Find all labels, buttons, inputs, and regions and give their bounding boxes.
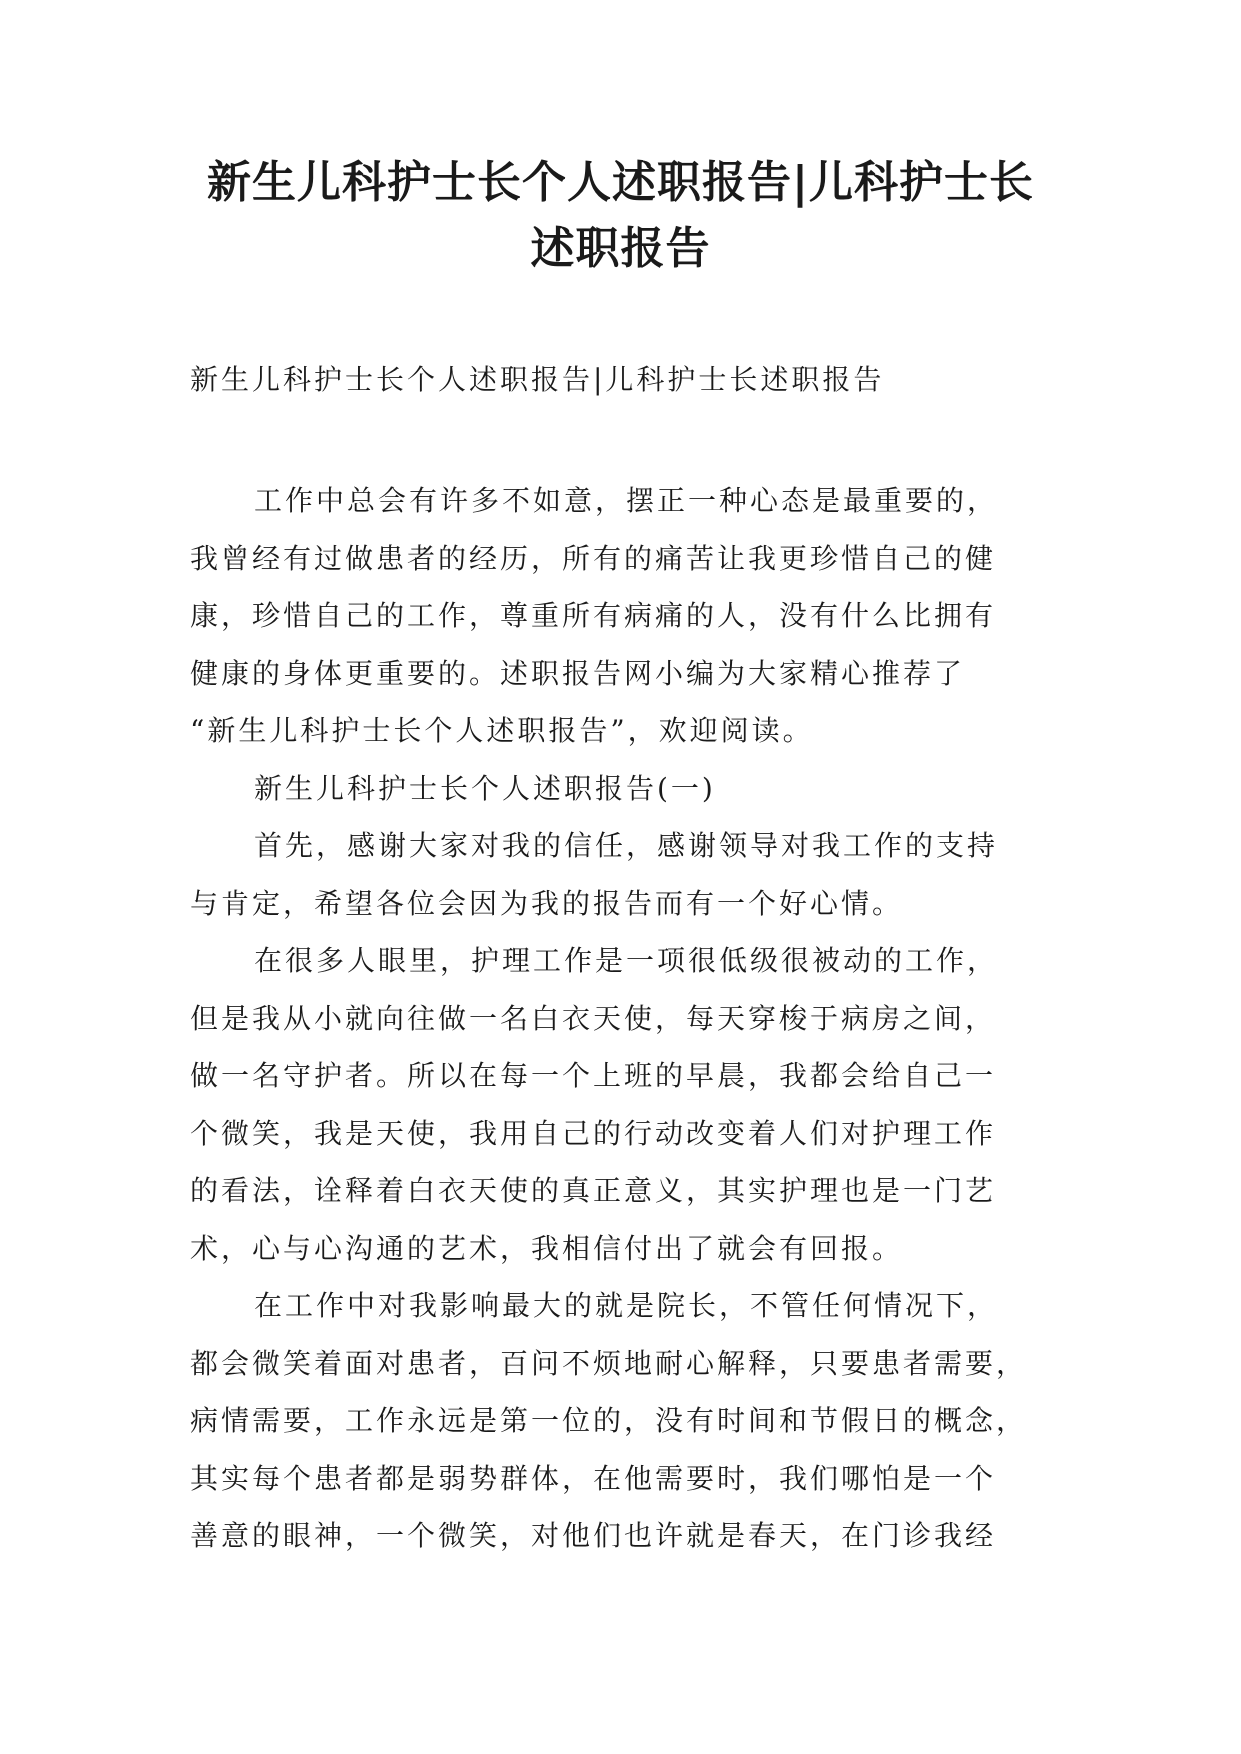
text-line: 病情需要，工作永远是第一位的，没有时间和节假日的概念， <box>190 1404 1028 1437</box>
text-line: 做一名守护者。所以在每一个上班的早晨，我都会给自己一 <box>190 1059 997 1092</box>
document-body <box>190 472 1090 1565</box>
document-title <box>150 150 1091 282</box>
title-line-1: 新生儿科护士长个人述职报告|儿科护士长 <box>206 157 1035 208</box>
text-line: 与肯定，希望各位会因为我的报告而有一个好心情。 <box>190 886 904 920</box>
text-line: “新生儿科护士长个人述职报告”，欢迎阅读。 <box>190 714 814 747</box>
text-line: 健康的身体更重要的。述职报告网小编为大家精心推荐了 <box>190 656 966 690</box>
text-line: 术，心与心沟通的艺术，我相信付出了就会有回报。 <box>190 1231 904 1265</box>
text-line: 工作中总会有许多不如意，摆正一种心态是最重要的， <box>254 484 999 517</box>
title-line-2: 述职报告 <box>530 223 711 274</box>
text-line: 其实每个患者都是弱势群体，在他需要时，我们哪怕是一个 <box>190 1461 997 1495</box>
text-line: 我曾经有过做患者的经历，所有的痛苦让我更珍惜自己的健 <box>190 541 997 575</box>
text-line: 康，珍惜自己的工作，尊重所有病痛的人，没有什么比拥有 <box>190 599 997 632</box>
text-line: 但是我从小就向往做一名白衣天使，每天穿梭于病房之间， <box>190 1001 997 1035</box>
document-subtitle: 新生儿科护士长个人述职报告|儿科护士长述职报告 <box>190 363 885 396</box>
text-line: 首先，感谢大家对我的信任，感谢领导对我工作的支持 <box>254 829 999 862</box>
section-heading: 新生儿科护士长个人述职报告(一) <box>254 771 716 805</box>
text-line: 的看法，诠释着白衣天使的真正意义，其实护理也是一门艺 <box>190 1174 997 1207</box>
text-line: 在很多人眼里，护理工作是一项很低级很被动的工作， <box>254 944 999 977</box>
text-line: 个微笑，我是天使，我用自己的行动改变着人们对护理工作 <box>190 1116 997 1150</box>
text-line: 在工作中对我影响最大的就是院长，不管任何情况下， <box>254 1289 999 1322</box>
text-line: 都会微笑着面对患者，百问不烦地耐心解释，只要患者需要， <box>190 1346 1028 1380</box>
text-line: 善意的眼神，一个微笑，对他们也许就是春天，在门诊我经 <box>190 1519 997 1552</box>
